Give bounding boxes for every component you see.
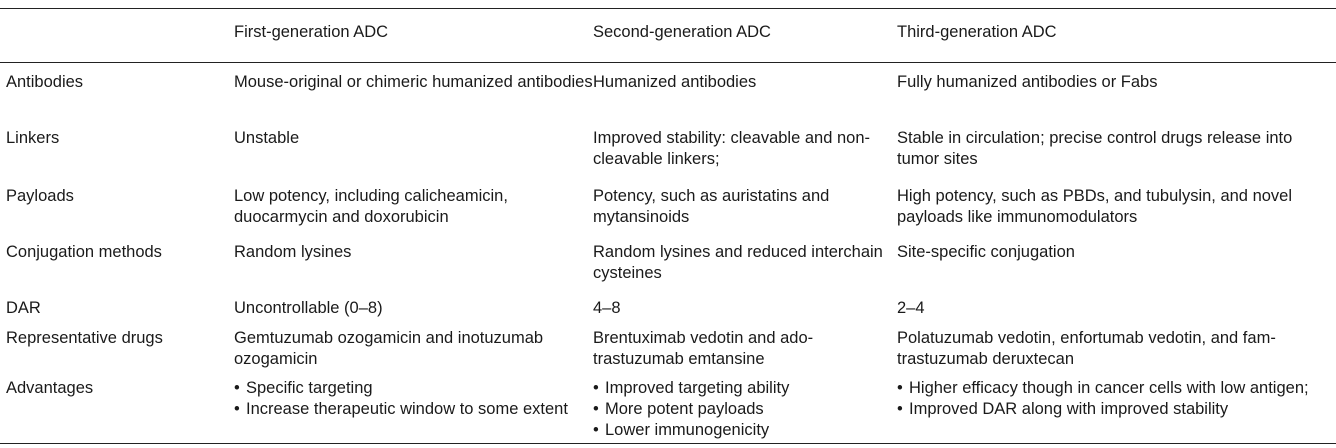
header-second-generation: Second-generation ADC — [593, 23, 771, 41]
row-label: Representative drugs — [6, 329, 163, 347]
row-label: Conjugation methods — [6, 243, 162, 261]
list-item: • More potent payloads — [593, 399, 893, 420]
list-item: • Increase therapeutic window to some extent — [234, 399, 594, 420]
third-generation-cell: High potency, such as PBDs, and tubulysin, and novel payloads like immunomodulators — [897, 187, 1293, 226]
third-generation-cell — [897, 378, 1327, 420]
third-generation-cell: Fully humanized antibodies or Fabs — [897, 73, 1158, 91]
row-label: DAR — [6, 299, 41, 317]
advantages-list — [897, 378, 1327, 420]
row-label: Advantages — [6, 379, 94, 397]
first-generation-cell — [234, 378, 594, 420]
first-generation-cell: Mouse-original or chimeric humanized antibodies — [234, 73, 593, 91]
first-generation-cell: Unstable — [234, 129, 300, 147]
second-generation-cell: 4–8 — [593, 299, 621, 317]
first-generation-cell: Low potency, including calicheamicin, duocarmycin and doxorubicin — [234, 187, 508, 226]
list-item: • Higher efficacy though in cancer cells with low antigen; — [897, 378, 1327, 399]
table-top-rule — [0, 8, 1336, 9]
row-label: Antibodies — [6, 73, 84, 91]
second-generation-cell: Improved stability: cleavable and non-cleavable linkers; — [593, 129, 870, 168]
third-generation-cell: Polatuzumab vedotin, enfortumab vedotin, and fam-trastuzumab deruxtecan — [897, 329, 1276, 368]
list-item: • Improved DAR along with improved stability — [897, 399, 1327, 420]
second-generation-cell: Random lysines and reduced interchain cysteines — [593, 243, 883, 282]
third-generation-cell: Stable in circulation; precise control drugs release into tumor sites — [897, 129, 1293, 168]
second-generation-cell: Humanized antibodies — [593, 73, 757, 91]
first-generation-cell: Gemtuzumab ozogamicin and inotuzumab ozogamicin — [234, 329, 544, 368]
second-generation-cell: Potency, such as auristatins and mytansinoids — [593, 187, 830, 226]
third-generation-cell: Site-specific conjugation — [897, 243, 1075, 261]
second-generation-cell — [593, 378, 893, 441]
advantages-list — [593, 378, 893, 441]
list-item: • Improved targeting ability — [593, 378, 893, 399]
third-generation-cell: 2–4 — [897, 299, 925, 317]
first-generation-cell: Random lysines — [234, 243, 352, 261]
table-bottom-rule — [0, 443, 1336, 444]
header-first-generation: First-generation ADC — [234, 23, 389, 41]
first-generation-cell: Uncontrollable (0–8) — [234, 299, 383, 317]
list-item: • Specific targeting — [234, 378, 594, 399]
table-header-rule — [0, 62, 1336, 63]
row-label: Linkers — [6, 129, 60, 147]
advantages-list — [234, 378, 594, 420]
header-third-generation: Third-generation ADC — [897, 23, 1057, 41]
row-label: Payloads — [6, 187, 74, 205]
second-generation-cell: Brentuximab vedotin and ado-trastuzumab emtansine — [593, 329, 814, 368]
list-item: • Lower immunogenicity — [593, 420, 893, 441]
